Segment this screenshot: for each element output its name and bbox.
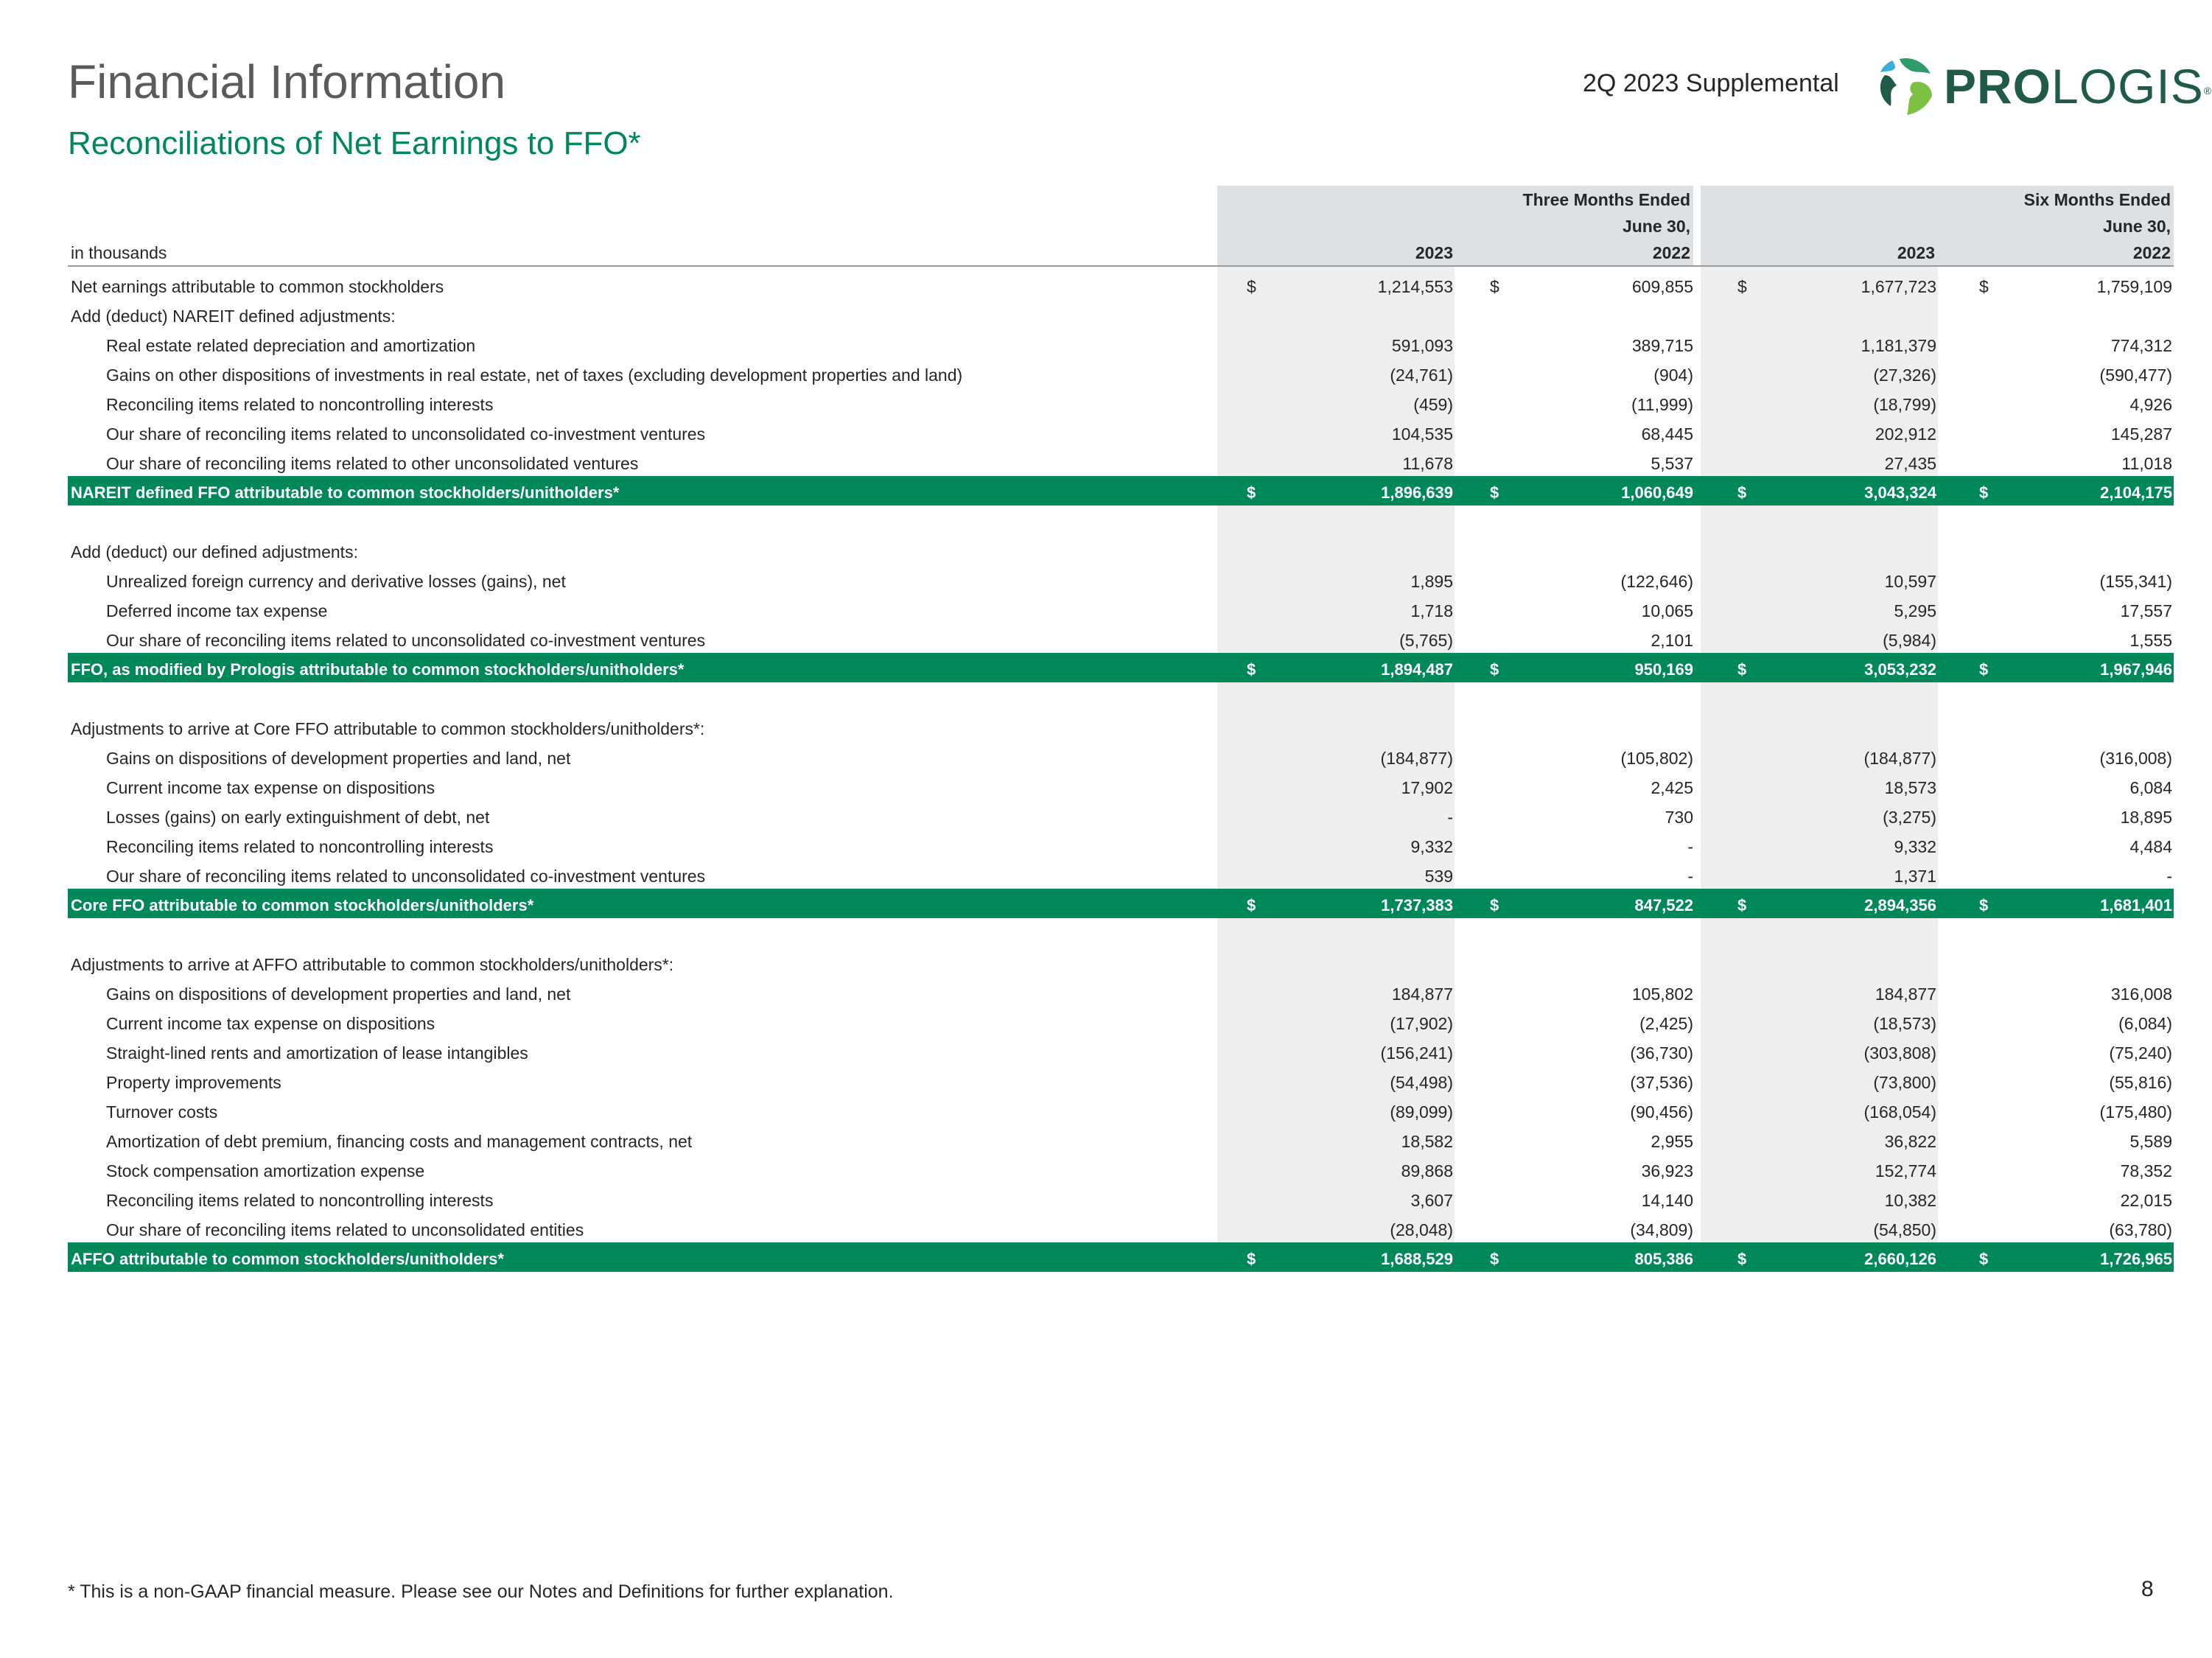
footnote: * This is a non-GAAP financial measure. Please see our Notes and Definitions for further explanation. <box>68 1581 894 1602</box>
cell-value: (175,480) <box>2099 1102 2172 1122</box>
cell-value: 4,484 <box>2129 837 2172 856</box>
table-row <box>68 358 2174 388</box>
row-label: Current income tax expense on dispositions <box>106 1014 435 1033</box>
cell-value: (18,799) <box>1873 395 1936 414</box>
cell-value: 1,896,639 <box>1381 483 1453 502</box>
cell-value: (89,099) <box>1390 1102 1453 1122</box>
row-label: Gains on dispositions of development properties and land, net <box>106 749 571 768</box>
cell-value: 1,967,946 <box>2100 660 2172 679</box>
dollar-sign: $ <box>1247 483 1256 502</box>
row-label: Reconciling items related to noncontrolling interests <box>106 395 494 414</box>
cell-value: 10,597 <box>1884 572 1936 591</box>
table-row <box>68 535 2174 564</box>
cell-value: (5,765) <box>1399 631 1453 650</box>
cell-value: 9,332 <box>1894 837 1936 856</box>
dollar-sign: $ <box>1737 483 1747 502</box>
dollar-sign: $ <box>1247 1250 1256 1268</box>
year-col-2: 2022 <box>1652 243 1690 262</box>
cell-value: 10,065 <box>1641 601 1693 620</box>
dollar-sign: $ <box>1737 1250 1747 1268</box>
cell-value: 89,868 <box>1401 1161 1453 1180</box>
cell-value: 105,802 <box>1631 984 1693 1004</box>
cell-value: 6,084 <box>2129 778 2172 797</box>
cell-value: 2,425 <box>1651 778 1693 797</box>
page-title: Financial Information <box>68 55 506 108</box>
cell-value: 184,877 <box>1391 984 1453 1004</box>
table-row <box>68 1213 2174 1242</box>
cell-value: 18,573 <box>1884 778 1936 797</box>
table-row <box>68 977 2174 1007</box>
globe-icon <box>1870 53 1938 119</box>
cell-value: (73,800) <box>1873 1073 1936 1092</box>
cell-value: 316,008 <box>2110 984 2172 1004</box>
table-row <box>68 1183 2174 1213</box>
cell-value: 1,894,487 <box>1381 660 1453 679</box>
dollar-sign: $ <box>1979 1250 1989 1268</box>
row-label: Amortization of debt premium, financing costs and management contracts, net <box>106 1132 693 1151</box>
dollar-sign: $ <box>1737 896 1747 914</box>
cell-value: 1,726,965 <box>2100 1250 2172 1268</box>
cell-value: 152,774 <box>1875 1161 1936 1180</box>
cell-value: (54,850) <box>1873 1220 1936 1239</box>
cell-value: (155,341) <box>2099 572 2172 591</box>
dollar-sign: $ <box>1979 896 1989 914</box>
table-row <box>68 800 2174 830</box>
cell-value: 11,678 <box>1402 454 1453 473</box>
cell-value: - <box>1687 837 1693 856</box>
six-months-date: June 30, <box>2102 217 2171 236</box>
cell-value: (105,802) <box>1620 749 1693 768</box>
year-col-1: 2023 <box>1415 243 1453 262</box>
table-row <box>68 1066 2174 1095</box>
row-label: Real estate related depreciation and amortization <box>106 336 476 355</box>
row-label: Straight-lined rents and amortization of lease intangibles <box>106 1043 528 1063</box>
cell-value: (34,809) <box>1630 1220 1693 1239</box>
cell-value: (459) <box>1413 395 1453 414</box>
cell-value: 389,715 <box>1631 336 1693 355</box>
row-label: Turnover costs <box>106 1102 218 1122</box>
cell-value: 1,681,401 <box>2100 896 2172 914</box>
year-col-4: 2022 <box>2132 243 2171 262</box>
row-label: Add (deduct) our defined adjustments: <box>71 542 358 562</box>
cell-value: 1,060,649 <box>1621 483 1693 502</box>
row-label: Property improvements <box>106 1073 281 1092</box>
cell-value: 3,043,324 <box>1864 483 1936 502</box>
row-label: Our share of reconciling items related to unconsolidated co-investment ventures <box>106 424 706 444</box>
row-label: Add (deduct) NAREIT defined adjustments: <box>71 307 396 326</box>
row-label: Unrealized foreign currency and derivative losses (gains), net <box>106 572 566 591</box>
total-row <box>68 653 2174 682</box>
cell-value: 68,445 <box>1641 424 1693 444</box>
cell-value: (2,425) <box>1639 1014 1693 1033</box>
table-row <box>68 417 2174 447</box>
cell-value: 1,677,723 <box>1861 277 1936 296</box>
table-row <box>68 859 2174 889</box>
cell-value: 774,312 <box>2110 336 2172 355</box>
dollar-sign: $ <box>1490 1250 1499 1268</box>
row-label: Our share of reconciling items related to unconsolidated co-investment ventures <box>106 867 706 886</box>
cell-value: (63,780) <box>2109 1220 2172 1239</box>
row-label: Net earnings attributable to common stockholders <box>71 277 444 296</box>
row-label: Adjustments to arrive at AFFO attributable to common stockholders/unitholders*: <box>71 955 674 974</box>
cell-value: 2,104,175 <box>2100 483 2172 502</box>
table-row <box>68 1154 2174 1183</box>
cell-value: 805,386 <box>1634 1250 1693 1268</box>
cell-value: 609,855 <box>1631 277 1693 296</box>
page-number: 8 <box>2141 1577 2154 1601</box>
dollar-sign: $ <box>1737 277 1747 296</box>
cell-value: 9,332 <box>1410 837 1453 856</box>
table-row <box>68 1095 2174 1124</box>
table-row <box>68 771 2174 800</box>
dollar-sign: $ <box>1247 896 1256 914</box>
row-label: Our share of reconciling items related to unconsolidated co-investment ventures <box>106 631 706 650</box>
row-label: Reconciling items related to noncontrolling interests <box>106 837 494 856</box>
cell-value: 5,295 <box>1894 601 1936 620</box>
cell-value: (55,816) <box>2109 1073 2172 1092</box>
table-row <box>68 682 2174 712</box>
cell-value: (122,646) <box>1620 572 1693 591</box>
cell-value: (75,240) <box>2109 1043 2172 1063</box>
cell-value: - <box>2166 867 2172 886</box>
cell-value: (6,084) <box>2118 1014 2172 1033</box>
total-row <box>68 476 2174 506</box>
page-subtitle: Reconciliations of Net Earnings to FFO* <box>68 125 641 161</box>
row-label: Deferred income tax expense <box>106 601 328 620</box>
cell-value: (27,326) <box>1873 365 1936 385</box>
cell-value: 3,607 <box>1410 1191 1453 1210</box>
cell-value: 78,352 <box>2120 1161 2172 1180</box>
cell-value: (184,877) <box>1863 749 1936 768</box>
cell-value: 36,923 <box>1641 1161 1693 1180</box>
cell-value: 18,582 <box>1401 1132 1453 1151</box>
cell-value: 847,522 <box>1634 896 1693 914</box>
cell-value: 1,371 <box>1894 867 1936 886</box>
cell-value: 18,895 <box>2120 808 2172 827</box>
cell-value: (168,054) <box>1863 1102 1936 1122</box>
prologis-logo <box>1870 53 2212 119</box>
table-row <box>68 447 2174 476</box>
table-row <box>68 741 2174 771</box>
dollar-sign: $ <box>1490 277 1499 296</box>
table-row <box>68 329 2174 358</box>
cell-value: 17,557 <box>2120 601 2172 620</box>
cell-value: (37,536) <box>1630 1073 1693 1092</box>
cell-value: - <box>1687 867 1693 886</box>
cell-value: 5,589 <box>2129 1132 2172 1151</box>
cell-value: (24,761) <box>1390 365 1453 385</box>
table-row <box>68 506 2174 535</box>
cell-value: 1,181,379 <box>1861 336 1936 355</box>
row-label: Gains on other dispositions of investments in real estate, net of taxes (excluding development properties and land) <box>106 365 963 385</box>
cell-value: (184,877) <box>1380 749 1453 768</box>
cell-value: 1,688,529 <box>1381 1250 1453 1268</box>
dollar-sign: $ <box>1737 660 1747 679</box>
cell-value: 3,053,232 <box>1864 660 1936 679</box>
table-row <box>68 712 2174 741</box>
table-row <box>68 564 2174 594</box>
cell-value: 10,382 <box>1884 1191 1936 1210</box>
dollar-sign: $ <box>1979 660 1989 679</box>
row-label: Our share of reconciling items related to other unconsolidated ventures <box>106 454 639 473</box>
cell-value: 1,718 <box>1410 601 1453 620</box>
cell-value: (904) <box>1653 365 1693 385</box>
cell-value: 1,737,383 <box>1381 896 1453 914</box>
dollar-sign: $ <box>1490 660 1499 679</box>
cell-value: 2,660,126 <box>1864 1250 1936 1268</box>
cell-value: 591,093 <box>1391 336 1453 355</box>
row-label: Adjustments to arrive at Core FFO attributable to common stockholders/unitholders*: <box>71 719 705 738</box>
table-row <box>68 388 2174 417</box>
row-label: FFO, as modified by Prologis attributable to common stockholders/unitholders* <box>71 660 685 679</box>
cell-value: 730 <box>1665 808 1693 827</box>
cell-value: 2,894,356 <box>1864 896 1936 914</box>
dollar-sign: $ <box>1247 660 1256 679</box>
cell-value: 950,169 <box>1634 660 1693 679</box>
table-row <box>68 948 2174 977</box>
row-label: NAREIT defined FFO attributable to common stockholders/unitholders* <box>71 483 620 502</box>
cell-value: (36,730) <box>1630 1043 1693 1063</box>
cell-value: 1,555 <box>2129 631 2172 650</box>
table-row <box>68 270 2174 299</box>
cell-value: 1,214,553 <box>1377 277 1453 296</box>
table-row <box>68 1007 2174 1036</box>
three-months-date: June 30, <box>1622 217 1690 236</box>
header-rule <box>68 265 2174 267</box>
dollar-sign: $ <box>1490 896 1499 914</box>
cell-value: (17,902) <box>1390 1014 1453 1033</box>
cell-value: 27,435 <box>1884 454 1936 473</box>
year-col-3: 2023 <box>1897 243 1935 262</box>
cell-value: 22,015 <box>2120 1191 2172 1210</box>
total-row <box>68 1242 2174 1272</box>
logo-wordmark: PROLOGIS® <box>1944 59 2212 113</box>
cell-value: 1,759,109 <box>2096 277 2172 296</box>
cell-value: (316,008) <box>2099 749 2172 768</box>
cell-value: (590,477) <box>2099 365 2172 385</box>
cell-value: 5,537 <box>1651 454 1693 473</box>
cell-value: 2,955 <box>1651 1132 1693 1151</box>
row-label: Current income tax expense on dispositions <box>106 778 435 797</box>
supplemental-label: 2Q 2023 Supplemental <box>1583 69 1839 97</box>
total-row <box>68 889 2174 918</box>
cell-value: 17,902 <box>1401 778 1453 797</box>
cell-value: 539 <box>1424 867 1453 886</box>
dollar-sign: $ <box>1979 277 1989 296</box>
row-label: Losses (gains) on early extinguishment of debt, net <box>106 808 490 827</box>
cell-value: (156,241) <box>1380 1043 1453 1063</box>
row-label: Core FFO attributable to common stockholders/unitholders* <box>71 896 534 914</box>
cell-value: 202,912 <box>1875 424 1936 444</box>
cell-value: 184,877 <box>1875 984 1936 1004</box>
six-months-label: Six Months Ended <box>2023 190 2171 209</box>
dollar-sign: $ <box>1490 483 1499 502</box>
cell-value: (11,999) <box>1631 395 1693 414</box>
units-label: in thousands <box>71 243 167 262</box>
cell-value: 36,822 <box>1884 1132 1936 1151</box>
row-label: Our share of reconciling items related to unconsolidated entities <box>106 1220 584 1239</box>
table-row <box>68 594 2174 623</box>
table-row <box>68 1124 2174 1154</box>
cell-value: - <box>1447 808 1453 827</box>
table-row <box>68 299 2174 329</box>
cell-value: (54,498) <box>1390 1073 1453 1092</box>
cell-value: (5,984) <box>1883 631 1936 650</box>
row-label: Gains on dispositions of development properties and land, net <box>106 984 571 1004</box>
cell-value: (18,573) <box>1873 1014 1936 1033</box>
cell-value: 104,535 <box>1391 424 1453 444</box>
cell-value: 4,926 <box>2129 395 2172 414</box>
cell-value: 145,287 <box>2110 424 2172 444</box>
cell-value: 11,018 <box>2121 454 2172 473</box>
cell-value: (28,048) <box>1390 1220 1453 1239</box>
row-label: Reconciling items related to noncontrolling interests <box>106 1191 494 1210</box>
table-row <box>68 918 2174 948</box>
table-row <box>68 830 2174 859</box>
cell-value: (3,275) <box>1883 808 1936 827</box>
cell-value: 14,140 <box>1641 1191 1693 1210</box>
table-row <box>68 1036 2174 1066</box>
row-label: Stock compensation amortization expense <box>106 1161 425 1180</box>
dollar-sign: $ <box>1979 483 1989 502</box>
cell-value: 2,101 <box>1651 631 1693 650</box>
cell-value: 1,895 <box>1410 572 1453 591</box>
table-row <box>68 623 2174 653</box>
dollar-sign: $ <box>1247 277 1256 296</box>
row-label: AFFO attributable to common stockholders/unitholders* <box>71 1250 504 1268</box>
cell-value: (303,808) <box>1863 1043 1936 1063</box>
three-months-label: Three Months Ended <box>1522 190 1690 209</box>
cell-value: (90,456) <box>1630 1102 1693 1122</box>
